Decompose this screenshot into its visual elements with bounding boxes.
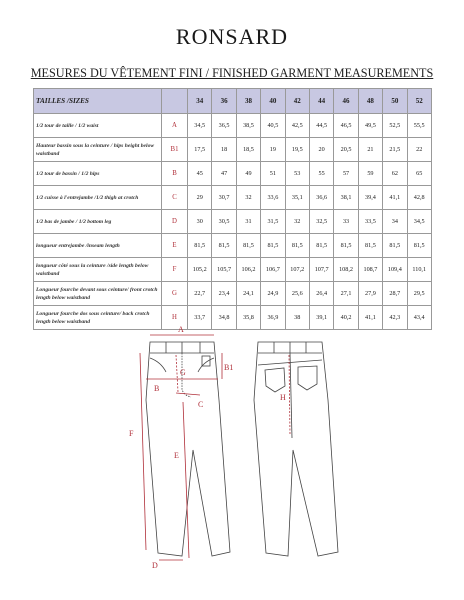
measurement-value: 30,7 <box>212 186 236 210</box>
measurement-label: Hauteur bassin sous la ceinture / hips height below waistband <box>34 138 162 162</box>
measurement-value: 20,5 <box>334 138 358 162</box>
measurement-value: 21 <box>358 138 382 162</box>
measurement-value: 24,9 <box>261 282 285 306</box>
measurement-value: 81,5 <box>407 234 431 258</box>
page-title: MESURES DU VÊTEMENT FINI / FINISHED GARMENT MEASUREMENTS <box>30 66 434 80</box>
table-row <box>34 234 432 258</box>
measurement-value: 43,4 <box>407 306 431 330</box>
measurement-value: 32 <box>236 186 260 210</box>
measurement-value: 25,6 <box>285 282 309 306</box>
measurement-value: 33 <box>334 210 358 234</box>
measurement-value: 41,1 <box>358 306 382 330</box>
measurement-value: 107,2 <box>285 258 309 282</box>
measurement-value: 53 <box>285 162 309 186</box>
measurement-label: Longueur fourche dos sous ceinture/ back crotch length below waistband <box>34 306 162 330</box>
size-col: 52 <box>407 89 431 114</box>
label-b: B <box>154 384 160 393</box>
measurement-value: 36,5 <box>212 114 236 138</box>
measurement-code: G <box>162 282 188 306</box>
size-col: 44 <box>309 89 333 114</box>
measurement-value: 38,1 <box>334 186 358 210</box>
measurement-value: 34,8 <box>212 306 236 330</box>
table-row <box>34 138 432 162</box>
label-c: C <box>198 400 204 409</box>
measurement-value: 39,1 <box>309 306 333 330</box>
size-col: 42 <box>285 89 309 114</box>
measurement-value: 17,5 <box>188 138 212 162</box>
measurement-value: 19,5 <box>285 138 309 162</box>
measurement-label: longueur côté sous la ceinture /side length below waistband <box>34 258 162 282</box>
measurement-value: 31,5 <box>261 210 285 234</box>
measurement-value: 44,5 <box>309 114 333 138</box>
measurement-value: 36,6 <box>309 186 333 210</box>
measurement-value: 105,7 <box>212 258 236 282</box>
measurement-label: 1/2 tour de taille / 1/2 waist <box>34 114 162 138</box>
measurement-value: 24,1 <box>236 282 260 306</box>
measurement-value: 55,5 <box>407 114 431 138</box>
measurement-value: 33,5 <box>358 210 382 234</box>
measurement-value: 55 <box>309 162 333 186</box>
measurement-code: D <box>162 210 188 234</box>
label-b1: B1 <box>224 363 234 372</box>
measurement-value: 40,5 <box>261 114 285 138</box>
measurement-value: 109,4 <box>383 258 407 282</box>
measurement-value: 81,5 <box>261 234 285 258</box>
measurement-value: 30 <box>188 210 212 234</box>
measurement-value: 49,5 <box>358 114 382 138</box>
measurement-value: 47 <box>212 162 236 186</box>
brand-logo: RONSARD <box>175 24 289 49</box>
size-col: 38 <box>236 89 260 114</box>
measurement-value: 28,7 <box>383 282 407 306</box>
measurement-value: 81,5 <box>236 234 260 258</box>
measurement-label: 1/2 tour de bassin / 1/2 hips <box>34 162 162 186</box>
measurement-value: 21,5 <box>383 138 407 162</box>
measurement-value: 35,1 <box>285 186 309 210</box>
measurement-value: 110,1 <box>407 258 431 282</box>
measurement-value: 81,5 <box>188 234 212 258</box>
measurement-value: 33,6 <box>261 186 285 210</box>
measurement-value: 81,5 <box>334 234 358 258</box>
measurement-value: 27,1 <box>334 282 358 306</box>
table-row <box>34 162 432 186</box>
measurement-value: 107,7 <box>309 258 333 282</box>
measurement-value: 42,5 <box>285 114 309 138</box>
table-row <box>34 186 432 210</box>
measurement-label: 1/2 bas de jambe / 1/2 bottom leg <box>34 210 162 234</box>
table-row <box>34 114 432 138</box>
measurement-value: 51 <box>261 162 285 186</box>
measurement-value: 32 <box>285 210 309 234</box>
measurement-label: 1/2 cuisse à l'entrejambe /1/2 thigh at crotch <box>34 186 162 210</box>
measurement-value: 81,5 <box>383 234 407 258</box>
back-jeans-outline <box>254 342 338 556</box>
measurement-value: 65 <box>407 162 431 186</box>
measurement-value: 62 <box>383 162 407 186</box>
size-col: 34 <box>188 89 212 114</box>
measurement-value: 38,5 <box>236 114 260 138</box>
measurement-value: 81,5 <box>285 234 309 258</box>
measurement-value: 106,7 <box>261 258 285 282</box>
measurement-value: 42,3 <box>383 306 407 330</box>
measurement-value: 34 <box>383 210 407 234</box>
garment-diagram <box>0 320 464 600</box>
measurement-value: 29,5 <box>407 282 431 306</box>
measurement-value: 33,7 <box>188 306 212 330</box>
measurement-value: 34,5 <box>188 114 212 138</box>
measurement-value: 23,4 <box>212 282 236 306</box>
measurement-value: 22 <box>407 138 431 162</box>
label-e: E <box>174 451 179 460</box>
measurement-code: B1 <box>162 138 188 162</box>
measurement-value: 34,5 <box>407 210 431 234</box>
measurement-value: 59 <box>358 162 382 186</box>
measurement-code: A <box>162 114 188 138</box>
measurement-value: 31 <box>236 210 260 234</box>
size-header-label: TAILLES /SIZES <box>34 89 162 114</box>
measurement-value: 46,5 <box>334 114 358 138</box>
measurement-code: B <box>162 162 188 186</box>
measurement-value: 40,2 <box>334 306 358 330</box>
measurement-label: Longueur fourche devant sous ceinture/ front crotch length below waistband <box>34 282 162 306</box>
size-col: 46 <box>334 89 358 114</box>
measurement-label: longueur entrejambe /inseam length <box>34 234 162 258</box>
table-row <box>34 210 432 234</box>
measurement-value: 81,5 <box>309 234 333 258</box>
measurement-value: 42,8 <box>407 186 431 210</box>
table-row <box>34 258 432 282</box>
measurement-value: 18,5 <box>236 138 260 162</box>
measurement-value: 22,7 <box>188 282 212 306</box>
label-d: D <box>152 561 158 570</box>
size-col: 36 <box>212 89 236 114</box>
table-row <box>34 282 432 306</box>
measurement-value: 49 <box>236 162 260 186</box>
measurement-value: 52,5 <box>383 114 407 138</box>
measurement-value: 36,9 <box>261 306 285 330</box>
measurement-value: 38 <box>285 306 309 330</box>
size-col: 50 <box>383 89 407 114</box>
measurement-value: 108,7 <box>358 258 382 282</box>
measurement-value: 18 <box>212 138 236 162</box>
measurement-value: 19 <box>261 138 285 162</box>
measurement-value: 108,2 <box>334 258 358 282</box>
measurement-value: 39,4 <box>358 186 382 210</box>
label-h: H <box>280 393 286 402</box>
measurement-value: 29 <box>188 186 212 210</box>
measurement-code: H <box>162 306 188 330</box>
measurement-value: 57 <box>334 162 358 186</box>
measurement-value: 106,2 <box>236 258 260 282</box>
size-header-row <box>34 89 432 114</box>
measurement-value: 30,5 <box>212 210 236 234</box>
measurement-value: 20 <box>309 138 333 162</box>
measurement-value: 81,5 <box>358 234 382 258</box>
measurement-code: C <box>162 186 188 210</box>
measurement-value: 105,2 <box>188 258 212 282</box>
measurement-value: 27,9 <box>358 282 382 306</box>
code-header <box>162 89 188 114</box>
size-col: 40 <box>261 89 285 114</box>
measurement-value: 26,4 <box>309 282 333 306</box>
size-col: 48 <box>358 89 382 114</box>
measurement-value: 45 <box>188 162 212 186</box>
label-a: A <box>178 325 184 334</box>
size-table <box>33 88 432 330</box>
label-g: G <box>180 368 186 377</box>
measurement-value: 81,5 <box>212 234 236 258</box>
measurement-value: 35,8 <box>236 306 260 330</box>
measurement-code: F <box>162 258 188 282</box>
measurement-value: 41,1 <box>383 186 407 210</box>
label-f: F <box>129 429 134 438</box>
measurement-code: E <box>162 234 188 258</box>
measurement-value: 32,5 <box>309 210 333 234</box>
